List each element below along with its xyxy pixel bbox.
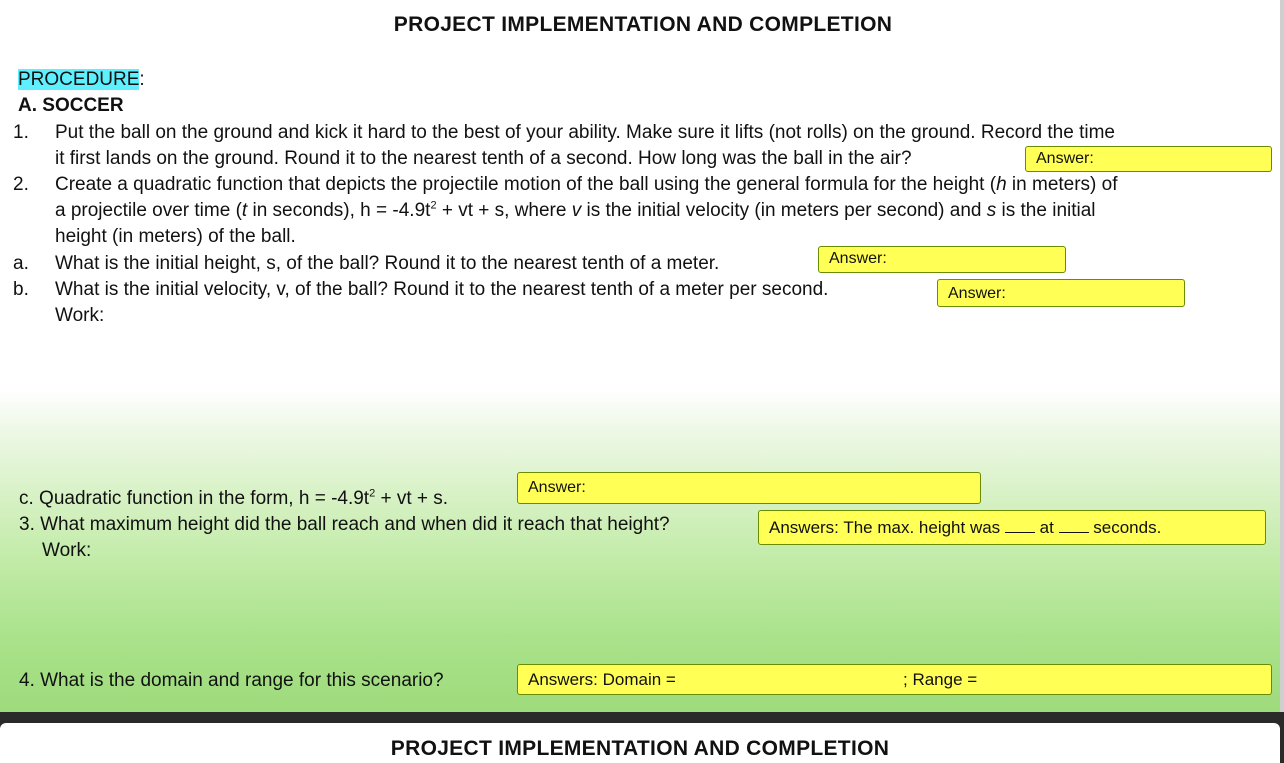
q2c-text: c. Quadratic function in the form, $h = -4.9t^2$ + vt + s. xyxy=(19,487,449,509)
q2-line2: a projectile over time (t in seconds), $h = -4.9t^2$ + vt + s, where v is the initial velocity (in meters per second) and s is the initial xyxy=(55,199,1096,221)
next-page-title: PROJECT IMPLEMENTATION AND COMPLETION xyxy=(390,737,890,760)
q2b-label: b. xyxy=(13,279,29,300)
q2-line3: height (in meters) of the ball. xyxy=(55,226,296,247)
q3-work-label: Work: xyxy=(42,540,92,561)
seconds-blank xyxy=(1059,531,1089,533)
procedure-heading xyxy=(18,67,145,93)
q3-answer-field[interactable]: Answers: The max. height was at seconds. xyxy=(758,510,1266,545)
domain-label: Answers: Domain = xyxy=(528,670,676,689)
page-edge xyxy=(1280,0,1284,712)
q2b-work-label: Work: xyxy=(55,305,105,326)
q2-number: 2. xyxy=(13,174,29,195)
q2b-text: What is the initial velocity, v, of the ball? Round it to the nearest tenth of a meter per second. xyxy=(55,279,829,300)
q4-answer-field[interactable] xyxy=(517,664,1272,695)
q2a-label: a. xyxy=(13,253,29,274)
q1-number: 1. xyxy=(13,122,29,143)
section-soccer: A. SOCCER xyxy=(18,95,124,116)
q4-text: 4. What is the domain and range for this scenario? xyxy=(19,670,444,691)
max-height-blank xyxy=(1005,531,1035,533)
q2a-text: What is the initial height, s, of the ball? Round it to the nearest tenth of a meter. xyxy=(55,253,720,274)
procedure-label: PROCEDURE xyxy=(18,69,140,90)
next-page xyxy=(0,723,1280,763)
range-label: ; Range = xyxy=(903,670,978,689)
procedure-colon: : xyxy=(139,69,145,90)
q2-line1: Create a quadratic function that depicts the projectile motion of the ball using the general formula for the height (h in meters) of xyxy=(55,174,1118,195)
q2a-answer-field[interactable]: Answer: xyxy=(818,246,1066,273)
q1-answer-field[interactable]: Answer: xyxy=(1025,146,1272,172)
q2c-answer-field[interactable]: Answer: xyxy=(517,472,981,504)
page-title: PROJECT IMPLEMENTATION AND COMPLETION xyxy=(393,13,893,36)
q2b-answer-field[interactable]: Answer: xyxy=(937,279,1185,307)
q1-line2: it first lands on the ground. Round it to the nearest tenth of a second. How long was the ball in the air? xyxy=(55,148,912,169)
q1-line1: Put the ball on the ground and kick it hard to the best of your ability. Make sure it lifts (not rolls) on the ground. Record the time xyxy=(55,122,1115,143)
q3-text: 3. What maximum height did the ball reach and when did it reach that height? xyxy=(19,514,670,535)
